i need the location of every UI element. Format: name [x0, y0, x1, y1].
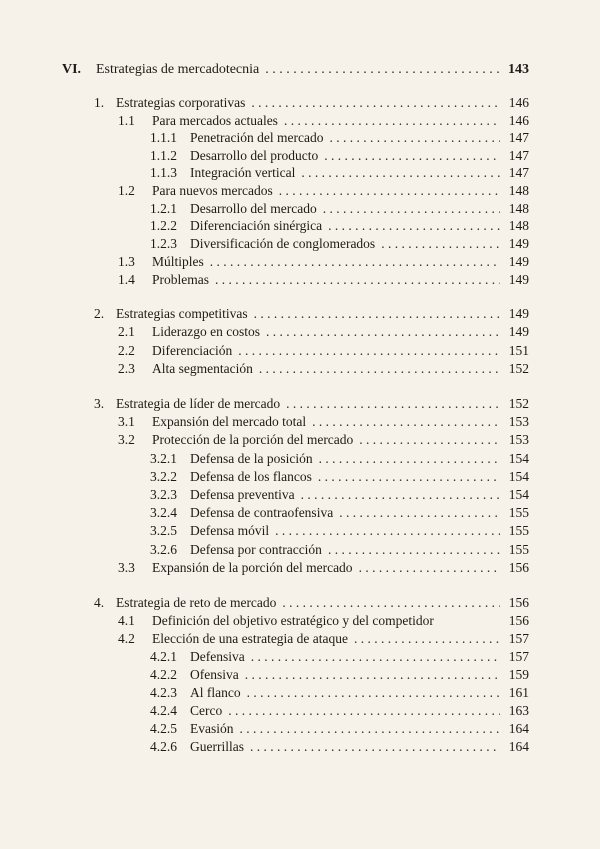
chapter-heading [62, 61, 529, 79]
entry-number: 1.3 [118, 254, 135, 269]
chapter-number: VI. [62, 62, 82, 77]
entry-title: Estrategias competitivas [116, 306, 248, 321]
entry-page: 147 [508, 165, 529, 180]
entry-title: Integración vertical [190, 165, 296, 180]
entry-title: Ofensiva [190, 667, 239, 682]
entry-number: 4.2.1 [150, 649, 177, 664]
dot-leader [328, 217, 500, 235]
entry-page: 164 [508, 721, 529, 736]
dot-leader [323, 200, 500, 218]
entry-number: 1.2.3 [150, 236, 177, 251]
entry-title: Problemas [152, 272, 209, 287]
entry-number: 3.1 [118, 414, 135, 429]
entry-page: 149 [508, 306, 529, 321]
entry-title: Protección de la porción del mercado [152, 432, 354, 447]
toc-entry [118, 253, 529, 271]
toc-entry [150, 720, 529, 738]
entry-page: 155 [508, 505, 529, 520]
dot-leader [215, 271, 500, 289]
dot-leader [339, 504, 500, 522]
entry-number: 4.2.2 [150, 667, 177, 682]
entry-page: 154 [508, 451, 529, 466]
entry-page: 153 [508, 432, 529, 447]
entry-page: 147 [508, 148, 529, 163]
entry-page: 149 [508, 272, 529, 287]
entry-title: Diferenciación sinérgica [190, 218, 323, 233]
dot-leader [259, 360, 500, 378]
entry-title: Defensiva [190, 649, 245, 664]
chapter-page: 143 [508, 62, 529, 77]
toc-entry [150, 684, 529, 702]
entry-title: Evasión [190, 721, 234, 736]
dot-leader [284, 112, 500, 130]
dot-leader [354, 630, 500, 648]
entry-number: 3. [94, 396, 105, 411]
toc-entry [118, 342, 529, 360]
toc-entry [150, 522, 529, 540]
toc-entry [150, 147, 529, 165]
dot-leader [312, 413, 500, 431]
dot-leader [251, 94, 500, 112]
toc-entry [150, 504, 529, 522]
entry-title: Para nuevos mercados [152, 183, 273, 198]
entry-number: 3.2.4 [150, 505, 177, 520]
entry-number: 1.4 [118, 272, 135, 287]
entry-page: 148 [508, 218, 529, 233]
entry-number: 1.2.2 [150, 218, 177, 233]
entry-number: 1.1.3 [150, 165, 177, 180]
dot-leader [359, 559, 500, 577]
entry-title: Estrategia de reto de mercado [116, 595, 277, 610]
toc-entry [150, 235, 529, 253]
entry-page: 148 [508, 201, 529, 216]
entry-title: Defensa por contracción [190, 542, 322, 557]
entry-page: 163 [508, 703, 529, 718]
toc-entry [118, 413, 529, 431]
toc-entry [150, 486, 529, 504]
toc-entry [150, 200, 529, 218]
dot-leader [301, 486, 500, 504]
toc-entry [118, 630, 529, 648]
entry-title: Para mercados actuales [152, 113, 278, 128]
toc-entry [118, 271, 529, 289]
entry-title: Liderazgo en costos [152, 324, 260, 339]
entry-title: Elección de una estrategia de ataque [152, 631, 349, 646]
toc-entry [150, 666, 529, 684]
entry-number: 4.2 [118, 631, 135, 646]
entry-title: Estrategias corporativas [116, 95, 246, 110]
entry-number: 4.1 [118, 613, 135, 628]
entry-number: 3.2 [118, 432, 135, 447]
entry-page: 156 [508, 560, 529, 575]
dot-leader [301, 164, 500, 182]
entry-title: Defensa preventiva [190, 487, 295, 502]
entry-title: Desarrollo del mercado [190, 201, 317, 216]
entry-number: 4.2.6 [150, 739, 177, 754]
entry-number: 4. [94, 595, 105, 610]
dot-leader [275, 522, 500, 540]
entry-number: 2.3 [118, 361, 135, 376]
entry-page: 154 [508, 487, 529, 502]
entry-title: Alta segmentación [152, 361, 253, 376]
entry-page: 146 [508, 113, 529, 128]
entry-title: Penetración del mercado [190, 130, 324, 145]
entry-title: Cerco [190, 703, 223, 718]
entry-title: Desarrollo del producto [190, 148, 319, 163]
entry-title: Expansión de la porción del mercado [152, 560, 353, 575]
entry-title: Defensa de la posición [190, 451, 313, 466]
entry-title: Defensa móvil [190, 523, 270, 538]
entry-number: 4.2.5 [150, 721, 177, 736]
entry-title: Múltiples [152, 254, 204, 269]
entry-page: 148 [508, 183, 529, 198]
entry-page: 149 [508, 236, 529, 251]
dot-leader [328, 541, 500, 559]
entry-title: Expansión del mercado total [152, 414, 307, 429]
entry-page: 156 [508, 595, 529, 610]
entry-number: 2. [94, 306, 105, 321]
entry-title: Al flanco [190, 685, 241, 700]
entry-page: 152 [508, 361, 529, 376]
entry-page: 153 [508, 414, 529, 429]
entry-page: 149 [508, 254, 529, 269]
toc-entry [150, 450, 529, 468]
entry-page: 146 [508, 95, 529, 110]
dot-leader [286, 395, 500, 413]
entry-title: Estrategia de líder de mercado [116, 396, 281, 411]
dot-leader [245, 666, 500, 684]
dot-leader [250, 738, 500, 756]
toc-entry [94, 395, 529, 413]
entry-page: 156 [508, 613, 529, 628]
toc-entry [118, 323, 529, 341]
entry-number: 4.2.3 [150, 685, 177, 700]
entry-page: 161 [508, 685, 529, 700]
toc-entry [150, 541, 529, 559]
entry-number: 1.2 [118, 183, 135, 198]
toc-entry [118, 112, 529, 130]
entry-page: 154 [508, 469, 529, 484]
dot-leader [238, 342, 500, 360]
entry-number: 4.2.4 [150, 703, 177, 718]
dot-leader [279, 182, 500, 200]
toc-entry [150, 648, 529, 666]
entry-title: Diferenciación [152, 343, 233, 358]
dot-leader [254, 305, 500, 323]
dot-leader [324, 147, 500, 165]
entry-page: 155 [508, 523, 529, 538]
toc-entry [150, 738, 529, 756]
entry-number: 2.1 [118, 324, 135, 339]
toc-entry [150, 217, 529, 235]
entry-page: 152 [508, 396, 529, 411]
toc-entry [150, 164, 529, 182]
chapter-title: Estrategias de mercadotecnia [96, 62, 260, 77]
dot-leader [318, 468, 500, 486]
entry-title: Definición del objetivo estratégico y del competidor [152, 613, 434, 628]
entry-number: 3.2.3 [150, 487, 177, 502]
entry-page: 164 [508, 739, 529, 754]
toc-entry [118, 360, 529, 378]
entry-title: Defensa de los flancos [190, 469, 312, 484]
toc-entry [150, 468, 529, 486]
entry-page: 149 [508, 324, 529, 339]
dot-leader [247, 684, 500, 702]
dot-leader [329, 129, 500, 147]
toc-entry [94, 305, 529, 323]
dot-leader [266, 323, 500, 341]
toc-entry [94, 94, 529, 112]
dot-leader [265, 61, 500, 79]
entry-number: 1. [94, 95, 105, 110]
entry-page: 147 [508, 130, 529, 145]
entry-number: 3.2.6 [150, 542, 177, 557]
entry-page: 157 [508, 649, 529, 664]
toc-entry [94, 594, 529, 612]
dot-leader [319, 450, 500, 468]
toc-entry [118, 559, 529, 577]
entry-page: 159 [508, 667, 529, 682]
entry-number: 3.2.5 [150, 523, 177, 538]
toc-entry [118, 182, 529, 200]
entry-page: 155 [508, 542, 529, 557]
entry-number: 1.1.2 [150, 148, 177, 163]
entry-page: 157 [508, 631, 529, 646]
entry-title: Guerrillas [190, 739, 244, 754]
dot-leader [228, 702, 500, 720]
toc-entry [150, 129, 529, 147]
entry-title: Diversificación de conglomerados [190, 236, 376, 251]
dot-leader [359, 431, 500, 449]
dot-leader [381, 235, 500, 253]
entry-number: 3.2.1 [150, 451, 177, 466]
toc-entry [118, 612, 529, 630]
entry-number: 3.3 [118, 560, 135, 575]
entry-number: 1.1.1 [150, 130, 177, 145]
toc-entry [118, 431, 529, 449]
entry-page: 151 [508, 343, 529, 358]
dot-leader [251, 648, 500, 666]
entry-number: 1.1 [118, 113, 135, 128]
dot-leader [240, 720, 501, 738]
entry-title: Defensa de contraofensiva [190, 505, 334, 520]
toc-entry [150, 702, 529, 720]
entry-number: 2.2 [118, 343, 135, 358]
dot-leader [210, 253, 500, 271]
entry-number: 3.2.2 [150, 469, 177, 484]
entry-number: 1.2.1 [150, 201, 177, 216]
dot-leader [282, 594, 500, 612]
